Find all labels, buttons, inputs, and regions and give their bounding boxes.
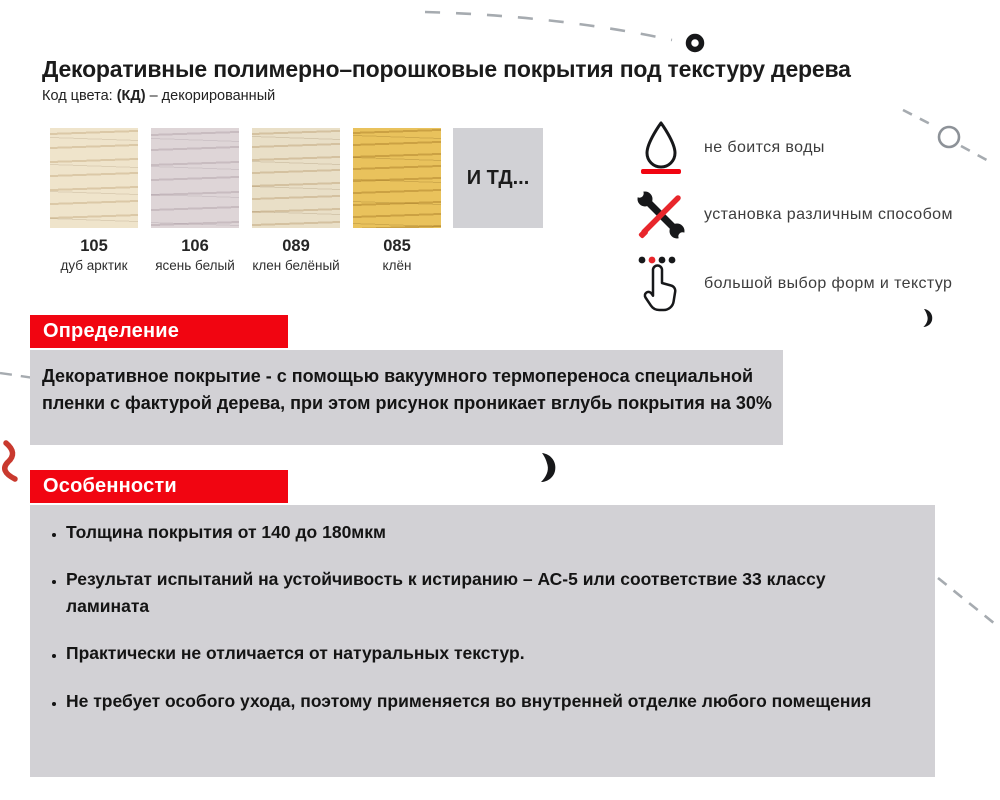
swatch-code: 089 — [282, 237, 310, 255]
swatch-name: клён — [382, 258, 412, 273]
dashed-line-left — [0, 373, 34, 378]
features-panel — [30, 505, 935, 777]
feature-row-install — [632, 189, 968, 241]
color-code: (КД) — [116, 88, 146, 104]
swatch-cell — [50, 128, 138, 273]
wood-swatch-085 — [353, 128, 441, 228]
definition-panel: Декоративное покрытие - с помощью вакуумного термопереноса специальной пленки с фактурой дерева, при этом рисунок проникает вглубь покрытия на 30% — [30, 350, 783, 445]
comma-shape-mid — [541, 453, 555, 482]
feature-text: установка различным способом — [704, 206, 953, 223]
swatch-code: 106 — [181, 237, 209, 255]
wood-swatch-105 — [50, 128, 138, 228]
bullet-item: • Не требует особого ухода, поэтому применяется во внутренней отделке любого помещения — [66, 688, 911, 715]
section-header-definition: Определение — [30, 315, 288, 348]
swatch-name: ясень белый — [155, 258, 235, 273]
page-subtitle — [42, 88, 275, 104]
page-title: Декоративные полимерно–порошковые покрытия под текстуру дерева — [42, 56, 851, 82]
donut-dot — [689, 37, 702, 50]
etc-box: И ТД... — [453, 128, 543, 228]
swatch-row — [50, 128, 542, 273]
subtitle-suffix: – декорированный — [145, 88, 276, 104]
wood-swatch-089 — [252, 128, 340, 228]
section-header-features: Особенности — [30, 470, 288, 503]
dashed-line-top — [425, 12, 672, 40]
wood-swatch-106 — [151, 128, 239, 228]
feature-row-water — [632, 120, 968, 176]
bullet-item: • Результат испытаний на устойчивость к истиранию – АС-5 или соответствие 33 классу ламината — [66, 566, 911, 620]
feature-list — [632, 120, 968, 314]
bullet-item: • Практически не отличается от натуральных текстур. — [66, 640, 911, 667]
bullet-item: • Толщина покрытия от 140 до 180мкм — [66, 519, 911, 546]
swatch-cell — [454, 128, 542, 273]
feature-text: не боится воды — [704, 139, 825, 156]
swatch-cell — [252, 128, 340, 273]
swatch-name: дуб арктик — [60, 258, 128, 273]
tools-icon — [632, 189, 690, 241]
swatch-name: клен белёный — [252, 258, 340, 273]
water-drop-icon — [632, 120, 690, 176]
feature-text: большой выбор форм и текстур — [704, 275, 953, 292]
feature-row-choice — [632, 254, 968, 314]
swatch-code: 105 — [80, 237, 108, 255]
dashed-line-right — [938, 578, 1000, 628]
swatch-cell — [353, 128, 441, 273]
subtitle-prefix: Код цвета: — [42, 88, 117, 104]
features-bullet-list — [44, 519, 911, 715]
red-squiggle — [5, 443, 15, 479]
hand-tap-icon — [632, 254, 690, 314]
swatch-code: 085 — [383, 237, 411, 255]
swatch-cell — [151, 128, 239, 273]
